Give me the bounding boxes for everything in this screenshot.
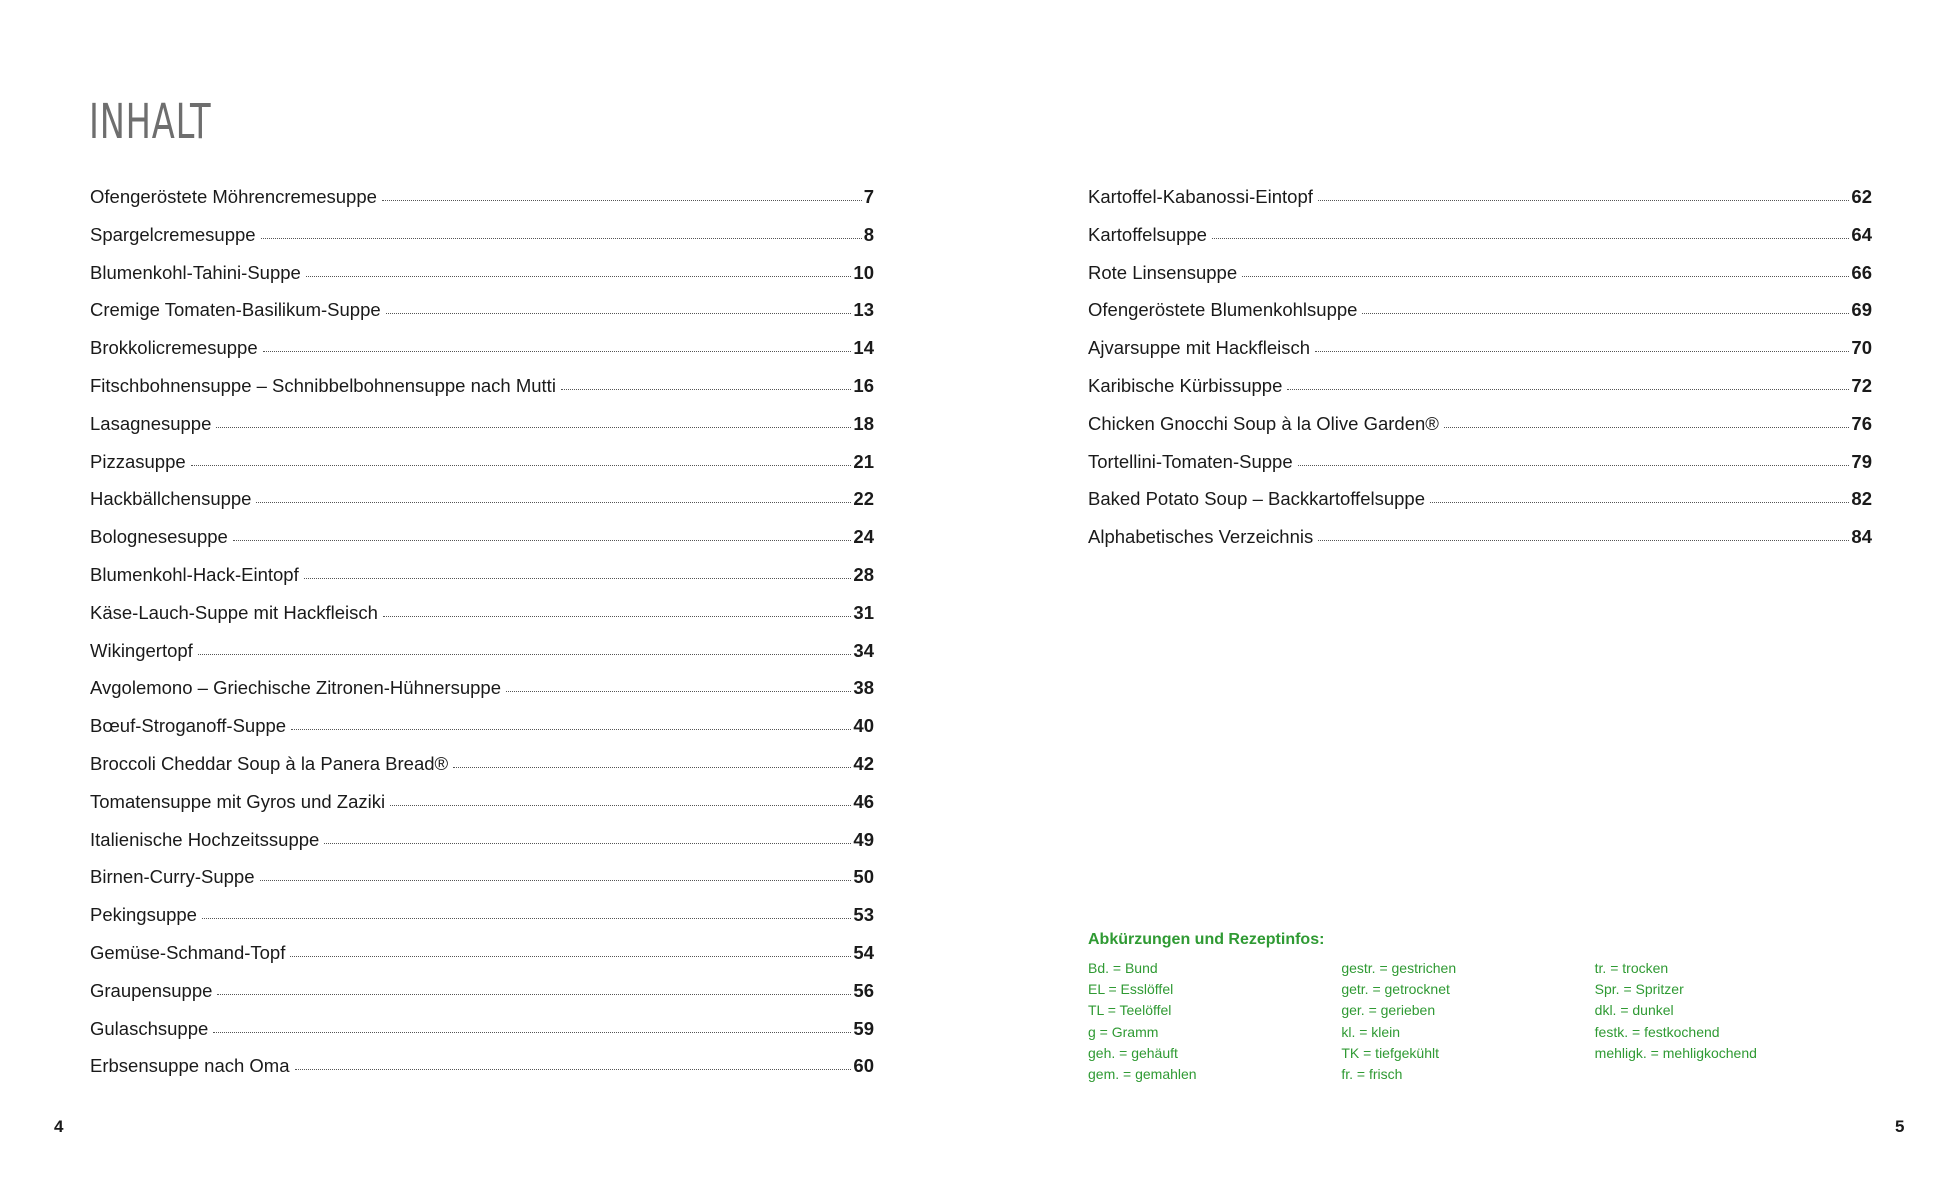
dot-leader xyxy=(198,654,852,655)
toc-entry-title: Käse-Lauch-Suppe mit Hackfleisch xyxy=(90,601,378,623)
toc-entry-title: Erbsensuppe nach Oma xyxy=(90,1055,290,1077)
dot-leader xyxy=(386,313,852,314)
dot-leader xyxy=(290,956,851,957)
toc-entry xyxy=(1088,451,1872,489)
toc-entry-page: 31 xyxy=(853,601,874,623)
toc-entry xyxy=(90,791,874,829)
abbreviation-item: gem. = gemahlen xyxy=(1088,1065,1197,1082)
toc-entry xyxy=(90,564,874,602)
dot-leader xyxy=(217,994,851,995)
page-number-right: 5 xyxy=(1895,1117,1905,1136)
toc-entry-page: 56 xyxy=(853,979,874,1001)
toc-entry-title: Ofengeröstete Blumenkohlsuppe xyxy=(1088,299,1358,321)
toc-entry-title: Gemüse-Schmand-Topf xyxy=(90,941,286,963)
toc-entry-page: 22 xyxy=(853,488,874,510)
abbreviation-item: tr. = trocken xyxy=(1594,960,1669,976)
toc-entry xyxy=(90,1018,874,1056)
toc-entry-title: Wikingertopf xyxy=(90,639,193,661)
toc-entry xyxy=(90,829,874,867)
toc-entry xyxy=(90,375,874,413)
toc-entry-title: Broccoli Cheddar Soup à la Panera Bread® xyxy=(90,752,449,774)
toc-entry-title: Chicken Gnocchi Soup à la Olive Garden® xyxy=(1088,412,1439,434)
toc-entry xyxy=(90,715,874,753)
dot-leader xyxy=(202,918,851,919)
dot-leader xyxy=(390,805,851,806)
dot-leader xyxy=(191,465,852,466)
toc-entry-title: Avgolemono – Griechische Zitronen-Hühnersuppe xyxy=(90,677,502,699)
dot-leader xyxy=(233,540,852,541)
toc-entry-page: 18 xyxy=(853,412,874,434)
abbreviations-grid xyxy=(1088,958,1848,1085)
toc-entry-page: 59 xyxy=(853,1017,874,1039)
toc-entry-page: 34 xyxy=(853,639,874,661)
dot-leader xyxy=(1315,351,1849,352)
toc-entry-page: 42 xyxy=(853,752,874,774)
toc-entry-page: 62 xyxy=(1851,186,1872,207)
toc-entry-title: Bœuf-Stroganoff-Suppe xyxy=(90,715,287,737)
toc-entry-title: Alphabetisches Verzeichnis xyxy=(1088,526,1314,548)
toc-entry xyxy=(90,1055,874,1093)
toc-entry-page: 84 xyxy=(1851,526,1872,548)
toc-entry-page: 24 xyxy=(853,526,874,548)
abbreviation-item: festk. = festkochend xyxy=(1594,1023,1720,1040)
abbreviation-item: g = Gramm xyxy=(1088,1023,1159,1040)
dot-leader xyxy=(1298,465,1850,466)
toc-entry xyxy=(1088,299,1872,337)
toc-entry-page: 60 xyxy=(853,1055,874,1077)
dot-leader xyxy=(216,427,851,428)
toc-entry xyxy=(90,413,874,451)
dot-leader xyxy=(306,276,852,277)
dot-leader xyxy=(304,578,852,579)
toc-entry-page: 64 xyxy=(1851,223,1872,245)
abbreviation-item: Bd. = Bund xyxy=(1088,960,1158,976)
toc-entry-title: Blumenkohl-Hack-Eintopf xyxy=(90,563,299,585)
dot-leader xyxy=(213,1032,851,1033)
dot-leader xyxy=(1318,540,1849,541)
toc-entry-title: Tomatensuppe mit Gyros und Zaziki xyxy=(90,790,386,812)
dot-leader xyxy=(1430,502,1849,503)
abbreviations-column xyxy=(1088,958,1341,1085)
toc-entry-page: 70 xyxy=(1851,337,1872,359)
dot-leader xyxy=(1444,427,1850,428)
toc-left-column xyxy=(90,186,874,1093)
toc-entry xyxy=(1088,413,1872,451)
dot-leader xyxy=(1362,313,1849,314)
toc-entry-page: 10 xyxy=(853,261,874,283)
toc-entry xyxy=(1088,262,1872,300)
dot-leader xyxy=(324,843,851,844)
toc-entry xyxy=(90,640,874,678)
toc-entry-title: Italienische Hochzeitssuppe xyxy=(90,828,320,850)
toc-entry-page: 54 xyxy=(853,941,874,963)
toc-entry-title: Fitschbohnensuppe – Schnibbelbohnensuppe nach Mutti xyxy=(90,374,556,396)
dot-leader xyxy=(261,238,862,239)
toc-entry xyxy=(90,866,874,904)
toc-entry xyxy=(90,753,874,791)
dot-leader xyxy=(256,502,851,503)
toc-entry-title: Kartoffel-Kabanossi-Eintopf xyxy=(1088,186,1313,207)
toc-entry xyxy=(90,299,874,337)
toc-entry-title: Ajvarsuppe mit Hackfleisch xyxy=(1088,337,1311,359)
toc-entry xyxy=(90,677,874,715)
toc-entry xyxy=(1088,488,1872,526)
toc-entry xyxy=(90,186,874,224)
toc-entry-page: 13 xyxy=(853,299,874,321)
toc-entry xyxy=(90,904,874,942)
dot-leader xyxy=(1242,276,1849,277)
abbreviation-item: TL = Teelöffel xyxy=(1088,1002,1172,1019)
toc-right-column xyxy=(1088,186,1872,564)
toc-entry-page: 69 xyxy=(1851,299,1872,321)
toc-entry-title: Bolognesesuppe xyxy=(90,526,228,548)
toc-entry xyxy=(90,451,874,489)
abbreviation-item: ger. = gerieben xyxy=(1341,1002,1436,1019)
toc-entry xyxy=(1088,526,1872,564)
toc-entry-title: Kartoffelsuppe xyxy=(1088,223,1207,245)
toc-entry-page: 76 xyxy=(1851,412,1872,434)
dot-leader xyxy=(291,729,851,730)
abbreviation-item: kl. = klein xyxy=(1341,1023,1401,1040)
abbreviation-item: Spr. = Spritzer xyxy=(1594,981,1684,998)
toc-entry xyxy=(90,942,874,980)
toc-entry-page: 8 xyxy=(863,223,874,245)
toc-entry-page: 40 xyxy=(853,715,874,737)
toc-entry xyxy=(90,488,874,526)
abbreviation-item: getr. = getrocknet xyxy=(1341,981,1450,998)
toc-entry-title: Baked Potato Soup – Backkartoffelsuppe xyxy=(1088,488,1426,510)
abbreviations-heading: Abkürzungen und Rezeptinfos: xyxy=(1088,931,1325,948)
toc-entry-page: 21 xyxy=(853,450,874,472)
dot-leader xyxy=(1318,200,1850,201)
toc-entry xyxy=(1088,224,1872,262)
toc-entry-title: Pekingsuppe xyxy=(90,904,197,926)
toc-entry-page: 79 xyxy=(1851,450,1872,472)
abbreviation-item: TK = tiefgekühlt xyxy=(1341,1044,1439,1061)
toc-entry-title: Tortellini-Tomaten-Suppe xyxy=(1088,450,1293,472)
dot-leader xyxy=(1212,238,1849,239)
toc-entry-title: Rote Linsensuppe xyxy=(1088,261,1238,283)
toc-entry xyxy=(90,602,874,640)
abbreviations-column xyxy=(1595,958,1848,1085)
dot-leader xyxy=(561,389,851,390)
toc-entry-page: 7 xyxy=(863,186,874,207)
dot-leader xyxy=(1287,389,1849,390)
toc-entry-title: Gulaschsuppe xyxy=(90,1017,209,1039)
toc-entry-title: Blumenkohl-Tahini-Suppe xyxy=(90,261,301,283)
toc-entry xyxy=(90,262,874,300)
toc-entry-title: Hackbällchensuppe xyxy=(90,488,252,510)
toc-entry xyxy=(90,337,874,375)
toc-entry xyxy=(90,526,874,564)
abbreviation-item: EL = Esslöffel xyxy=(1088,981,1174,998)
abbreviation-item: fr. = frisch xyxy=(1341,1065,1403,1082)
toc-entry-page: 14 xyxy=(853,337,874,359)
abbreviation-item: geh. = gehäuft xyxy=(1088,1044,1178,1061)
toc-entry-title: Lasagnesuppe xyxy=(90,412,212,434)
abbreviations-column xyxy=(1341,958,1594,1085)
toc-entry-page: 38 xyxy=(853,677,874,699)
abbreviation-item: gestr. = gestrichen xyxy=(1341,960,1457,976)
toc-entry-page: 50 xyxy=(853,866,874,888)
dot-leader xyxy=(383,616,852,617)
dot-leader xyxy=(263,351,852,352)
toc-entry-page: 82 xyxy=(1851,488,1872,510)
dot-leader xyxy=(453,767,851,768)
dot-leader xyxy=(382,200,862,201)
abbreviations-box xyxy=(1088,931,1848,1085)
toc-entry-page: 53 xyxy=(853,904,874,926)
dot-leader xyxy=(260,880,852,881)
toc-entry-title: Cremige Tomaten-Basilikum-Suppe xyxy=(90,299,381,321)
toc-entry xyxy=(1088,186,1872,224)
toc-entry-page: 28 xyxy=(853,563,874,585)
toc-entry-page: 66 xyxy=(1851,261,1872,283)
toc-entry xyxy=(90,980,874,1018)
dot-leader xyxy=(506,691,851,692)
toc-entry-page: 49 xyxy=(853,828,874,850)
toc-entry xyxy=(90,224,874,262)
toc-entry-title: Spargelcremesuppe xyxy=(90,223,256,245)
toc-entry xyxy=(1088,337,1872,375)
abbreviation-item: mehligk. = mehligkochend xyxy=(1594,1044,1757,1061)
toc-entry xyxy=(1088,375,1872,413)
toc-entry-title: Birnen-Curry-Suppe xyxy=(90,866,255,888)
toc-entry-title: Pizzasuppe xyxy=(90,450,186,472)
page-title: INHALT xyxy=(89,94,212,150)
page-number-left: 4 xyxy=(54,1117,64,1136)
toc-entry-page: 46 xyxy=(853,790,874,812)
toc-entry-title: Brokkolicremesuppe xyxy=(90,337,258,359)
toc-entry-title: Karibische Kürbissuppe xyxy=(1088,374,1283,396)
toc-entry-title: Ofengeröstete Möhrencremesuppe xyxy=(90,186,377,207)
toc-entry-page: 72 xyxy=(1851,374,1872,396)
toc-entry-title: Graupensuppe xyxy=(90,979,213,1001)
toc-entry-page: 16 xyxy=(853,374,874,396)
dot-leader xyxy=(295,1069,852,1070)
abbreviation-item: dkl. = dunkel xyxy=(1594,1002,1674,1019)
